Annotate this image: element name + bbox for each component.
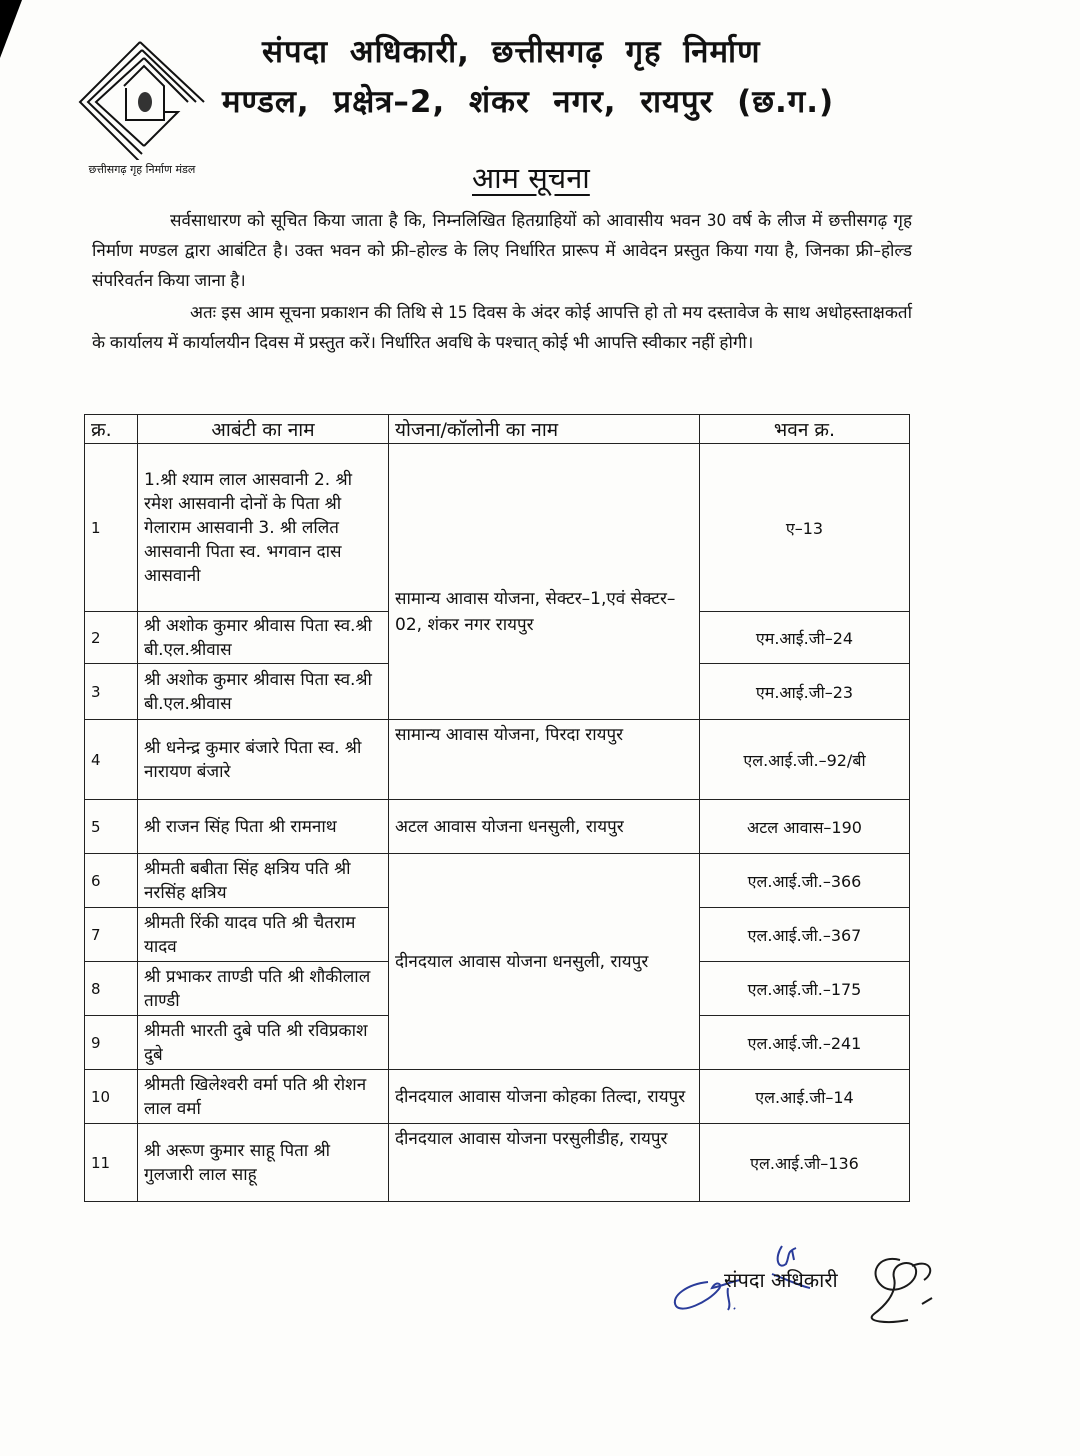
table-row	[85, 1124, 910, 1202]
allottee-name: श्री अरूण कुमार साहू पिता श्री गुलजारी लाल साहू	[138, 1124, 389, 1202]
serial-number: 5	[85, 800, 138, 854]
house-number: अटल आवास–190	[700, 800, 910, 854]
house-number: एल.आई.जी–136	[700, 1124, 910, 1202]
allottee-name: श्री धनेन्द्र कुमार बंजारे पिता स्व. श्री नारायण बंजारे	[138, 720, 389, 800]
serial-number: 6	[85, 854, 138, 908]
scheme-name: दीनदयाल आवास योजना परसुलीडीह, रायपुर	[389, 1124, 700, 1202]
allottee-name: श्रीमती भारती दुबे पति श्री रविप्रकाश दुबे	[138, 1016, 389, 1070]
table-row	[85, 854, 910, 908]
allottee-table	[84, 414, 910, 1202]
table-row	[85, 1070, 910, 1124]
header-allottee-name: आबंटी का नाम	[138, 415, 389, 444]
notice-paragraph-2: अतः इस आम सूचना प्रकाशन की तिथि से 15 दिवस के अंदर कोई आपत्ति हो तो मय दस्तावेज के साथ अधोहस्ताक्षकर्ता के कार्यालय में कार्यालयीन दिवस में प्रस्तुत करें। निर्धारित अवधि के पश्चात् कोई भी आपत्ति स्वीकार नहीं होगी।	[92, 303, 912, 353]
logo-caption: छत्तीसगढ़ गृह निर्माण मंडल	[88, 163, 196, 176]
serial-number: 1	[85, 444, 138, 612]
allottee-name: श्री अशोक कुमार श्रीवास पिता स्व.श्री बी.एल.श्रीवास	[138, 612, 389, 664]
house-number: एल.आई.जी.–241	[700, 1016, 910, 1070]
house-number: एल.आई.जी.–92/बी	[700, 720, 910, 800]
house-number: एल.आई.जी.–175	[700, 962, 910, 1016]
allottee-name: श्री अशोक कुमार श्रीवास पिता स्व.श्री बी.एल.श्रीवास	[138, 664, 389, 720]
header-scheme-name: योजना/कॉलोनी का नाम	[389, 415, 700, 444]
scheme-name: दीनदयाल आवास योजना धनसुली, रायपुर	[389, 854, 700, 1070]
allottee-name: श्रीमती बबीता सिंह क्षत्रिय पति श्री नरसिंह क्षत्रिय	[138, 854, 389, 908]
table-row	[85, 720, 910, 800]
serial-number: 9	[85, 1016, 138, 1070]
serial-number: 7	[85, 908, 138, 962]
table-row	[85, 800, 910, 854]
serial-number: 10	[85, 1070, 138, 1124]
notice-paragraph-1: सर्वसाधारण को सूचित किया जाता है कि, निम्नलिखित हितग्राहियों को आवासीय भवन 30 वर्ष के लीज में छत्तीसगढ़ गृह निर्माण मण्डल द्वारा आबंटित है। उक्त भवन को फ्री–होल्ड के लिए निर्धारित प्रारूप में आवेदन प्रस्तुत किया गया है, जिनका फ्री–होल्ड संपरिवर्तन किया जाना है।	[92, 211, 912, 291]
table-header-row	[85, 415, 910, 444]
scheme-name: अटल आवास योजना धनसुली, रायपुर	[389, 800, 700, 854]
table-row	[85, 444, 910, 612]
signature-block	[668, 1244, 958, 1324]
allottee-name: श्रीमती खिलेश्वरी वर्मा पति श्री रोशन लाल वर्मा	[138, 1070, 389, 1124]
serial-number: 11	[85, 1124, 138, 1202]
scheme-name: सामान्य आवास योजना, सेक्टर–1,एवं सेक्टर–02, शंकर नगर रायपुर	[389, 444, 700, 720]
allottee-name: 1.श्री श्याम लाल आसवानी 2. श्री रमेश आसवानी दोनों के पिता श्री गेलाराम आसवानी 3. श्री ललित आसवानी पिता स्व. भगवान दास आसवानी	[138, 444, 389, 612]
house-diamond-logo-icon	[78, 40, 206, 160]
header-title-line-2: मण्डल, प्रक्षेत्र–2, शंकर नगर, रायपुर (छ.ग.)	[222, 84, 835, 120]
house-number: एल.आई.जी.–367	[700, 908, 910, 962]
scan-corner-mark	[0, 0, 22, 58]
header-house-number: भवन क्र.	[700, 415, 910, 444]
serial-number: 8	[85, 962, 138, 1016]
chgh-logo	[72, 40, 212, 180]
header-serial: क्र.	[85, 415, 138, 444]
serial-number: 4	[85, 720, 138, 800]
header-title-line-1: संपदा अधिकारी, छत्तीसगढ़ गृह निर्माण	[262, 34, 761, 70]
scheme-name: दीनदयाल आवास योजना कोहका तिल्दा, रायपुर	[389, 1070, 700, 1124]
signatory-designation: संपदा अधिकारी	[724, 1268, 838, 1292]
house-number: एल.आई.जी–14	[700, 1070, 910, 1124]
serial-number: 2	[85, 612, 138, 664]
allottee-name: श्री प्रभाकर ताण्डी पति श्री शौकीलाल ताण्डी	[138, 962, 389, 1016]
house-number: एल.आई.जी.–366	[700, 854, 910, 908]
house-number: एम.आई.जी–23	[700, 664, 910, 720]
notice-title: आम सूचना	[472, 161, 590, 195]
allottee-name: श्री राजन सिंह पिता श्री रामनाथ	[138, 800, 389, 854]
house-number: ए–13	[700, 444, 910, 612]
house-number: एम.आई.जी–24	[700, 612, 910, 664]
scheme-name: सामान्य आवास योजना, पिरदा रायपुर	[389, 720, 700, 800]
allottee-name: श्रीमती रिंकी यादव पति श्री चैतराम यादव	[138, 908, 389, 962]
serial-number: 3	[85, 664, 138, 720]
